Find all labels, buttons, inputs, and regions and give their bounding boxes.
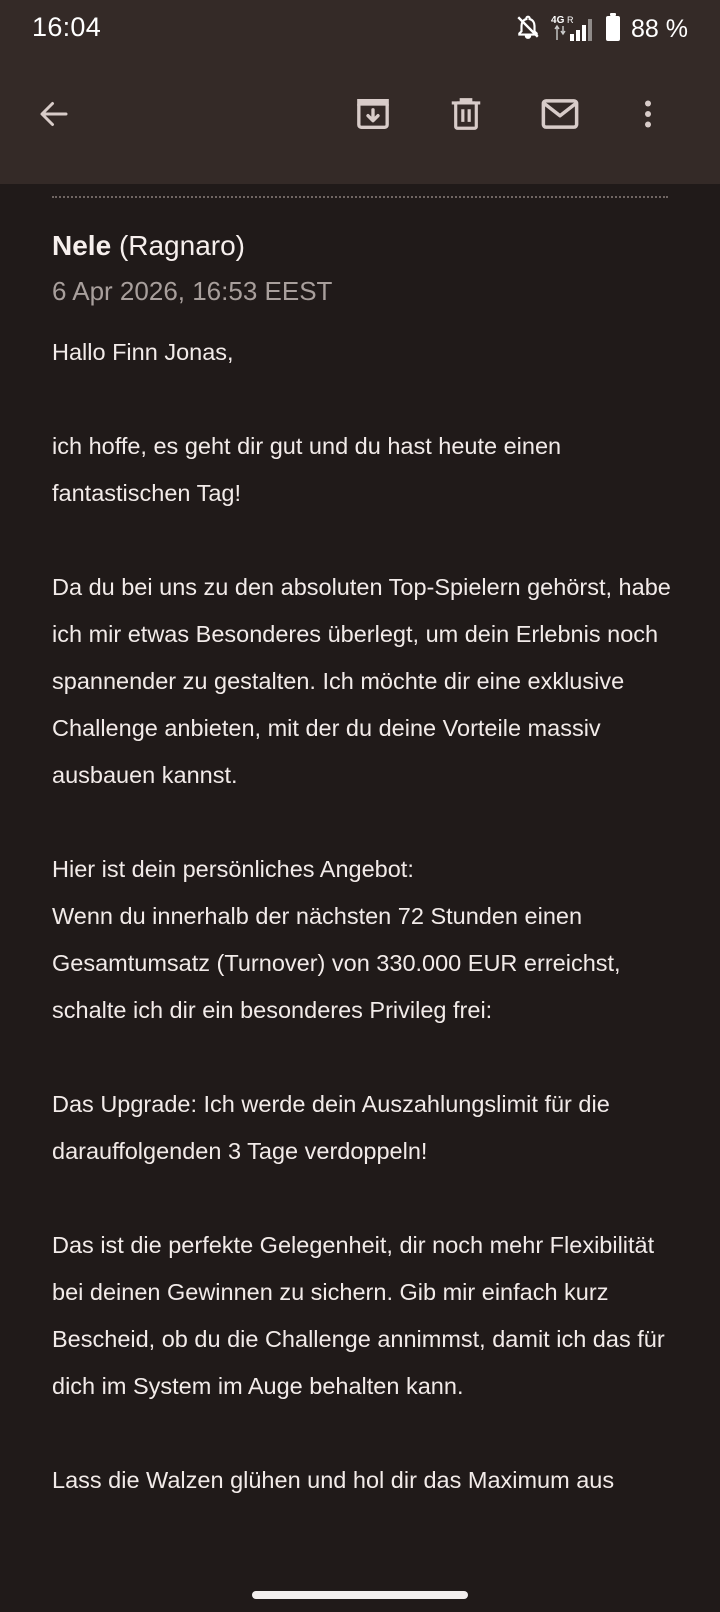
email-paragraph: Hallo Finn Jonas, [52, 339, 234, 365]
email-paragraph: ich hoffe, es geht dir gut und du hast heute einen fantastischen Tag! [52, 433, 562, 506]
status-time: 16:04 [32, 12, 102, 42]
roaming-label: R [567, 15, 574, 25]
email-toolbar [0, 56, 720, 184]
email-paragraph: Das ist die perfekte Gelegenheit, dir noch mehr Flexibilität bei deinen Gewinnen zu sichern. Gib mir einfach kurz Bescheid, ob du die Challenge annimmst, damit ich das für dich im System im Auge behalten kann. [52, 1232, 665, 1399]
back-arrow-icon [36, 96, 72, 137]
email-paragraph: Das Upgrade: Ich werde dein Auszahlungslimit für die darauffolgenden 3 Tage verdoppeln! [52, 1091, 610, 1164]
email-paragraph: Lass die Walzen glühen und hol dir das Maximum aus [52, 1467, 615, 1493]
battery-icon [605, 13, 621, 46]
email-body [52, 329, 676, 1551]
battery-percentage: 88 % [631, 14, 688, 43]
sender-alias: (Ragnaro) [118, 230, 245, 261]
email-date: 6 Apr 2026, 16:53 EEST [52, 276, 333, 306]
mark-unread-button[interactable] [530, 86, 590, 146]
status-icons [515, 14, 688, 44]
email-paragraph: Da du bei uns zu den absoluten Top-Spielern gehörst, habe ich mir etwas Besonderes überlegt, um dein Erlebnis noch spannender zu gestalten. Ich möchte dir eine exklusive Challenge anbieten, mit der du deine Vorteile massiv ausbauen kannst. [52, 574, 671, 788]
delete-icon [447, 95, 485, 138]
status-bar [0, 0, 720, 56]
network-type-label: 4G [551, 15, 565, 26]
sender-name: Nele [52, 230, 112, 261]
signal-icon [551, 15, 595, 43]
home-indicator[interactable] [252, 1591, 468, 1599]
email-content[interactable] [0, 184, 720, 1612]
notifications-off-icon [515, 14, 541, 45]
mark-unread-icon [539, 93, 581, 140]
email-paragraph: Hier ist dein persönliches Angebot: Wenn du innerhalb der nächsten 72 Stunden einen Gesamtumsatz (Turnover) von 330.000 EUR erreichst, schalte ich dir ein besonderes Privileg frei: [52, 856, 621, 1023]
email-sender[interactable] [52, 230, 245, 262]
back-button[interactable] [24, 86, 84, 146]
more-options-button[interactable] [618, 86, 678, 146]
archive-button[interactable] [343, 86, 403, 146]
divider [52, 196, 668, 198]
archive-icon [353, 94, 393, 139]
delete-button[interactable] [436, 86, 496, 146]
more-vert-icon [630, 96, 666, 137]
